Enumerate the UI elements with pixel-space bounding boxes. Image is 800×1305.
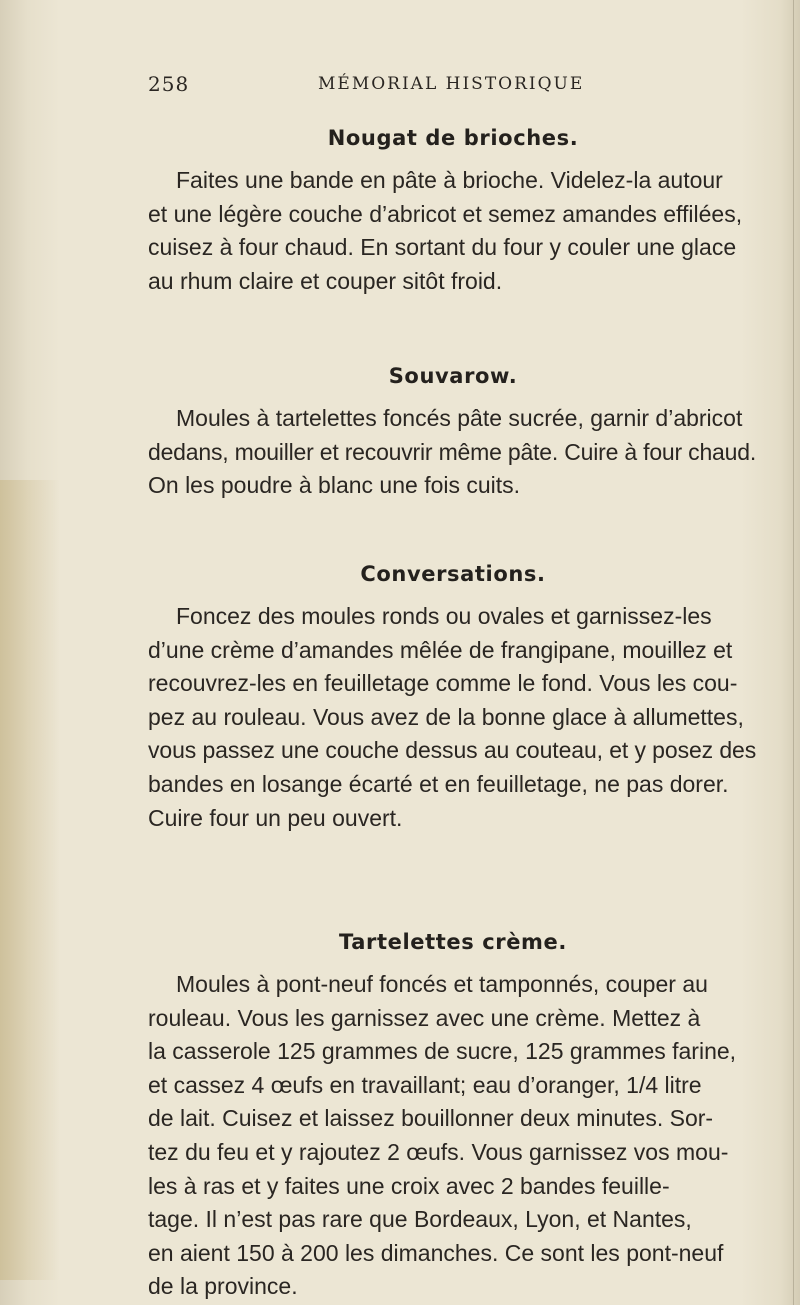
recipe-conversations <box>148 562 758 835</box>
text-line: Moules à tartelettes foncés pâte sucrée, garnir d’abricot <box>176 405 743 431</box>
page-number: 258 <box>148 72 190 96</box>
recipe-text <box>148 968 758 1304</box>
text-line: de lait. Cuisez et laissez bouillonner deux minutes. Sor- <box>148 1105 714 1132</box>
running-head: MÉMORIAL HISTORIQUE <box>318 74 585 94</box>
recipe-tartelettes-creme <box>148 930 758 1304</box>
text-line: et une légère couche d’abricot et semez amandes effilées, <box>148 200 743 227</box>
text-line: au rhum claire et couper sitôt froid. <box>148 267 503 294</box>
section-title: Souvarow. <box>388 364 518 388</box>
recipe-nougat-de-brioches <box>148 126 758 298</box>
text-line: tage. Il n’est pas rare que Bordeaux, Lyon, et Nantes, <box>148 1206 692 1233</box>
recipe-text <box>148 600 758 835</box>
text-line: vous passez une couche dessus au couteau, et y posez des <box>148 737 757 764</box>
page-edge-line <box>793 0 794 1305</box>
text-line: et cassez 4 œufs en travaillant; eau d’oranger, 1/4 litre <box>148 1071 702 1098</box>
recipe-text <box>148 402 758 503</box>
text-line: pez au rouleau. Vous avez de la bonne glace à allumettes, <box>148 703 744 730</box>
page-header <box>148 72 748 102</box>
section-title: Tartelettes crème. <box>339 930 567 954</box>
text-line: d’une crème d’amandes mêlée de frangipane, mouillez et <box>148 636 733 663</box>
text-line: en aient 150 à 200 les dimanches. Ce sont les pont-neuf <box>148 1239 724 1266</box>
text-line: dedans, mouiller et recouvrir même pâte. Cuire à four chaud. <box>148 438 757 465</box>
recipe-souvarow <box>148 364 758 503</box>
text-line: les à ras et y faites une croix avec 2 bandes feuille- <box>148 1172 670 1199</box>
text-line: de la province. <box>148 1273 298 1300</box>
text-line: bandes en losange écarté et en feuilletage, ne pas dorer. <box>148 770 729 797</box>
text-line: la casserole 125 grammes de sucre, 125 grammes farine, <box>148 1038 737 1065</box>
text-line: cuisez à four chaud. En sortant du four y couler une glace <box>148 234 737 261</box>
text-line: Faites une bande en pâte à brioche. Videlez-la autour <box>176 167 723 193</box>
page-edge-stain <box>0 480 60 1280</box>
text-line: Moules à pont-neuf foncés et tamponnés, couper au <box>176 971 708 997</box>
section-title: Nougat de brioches. <box>327 126 579 150</box>
recipe-text <box>148 164 758 298</box>
text-line: tez du feu et y rajoutez 2 œufs. Vous garnissez vos mou- <box>148 1138 729 1165</box>
text-line: recouvrez-les en feuilletage comme le fond. Vous les cou- <box>148 670 738 697</box>
section-title: Conversations. <box>360 562 546 586</box>
text-line: rouleau. Vous les garnissez avec une crème. Mettez à <box>148 1004 701 1031</box>
text-line: On les poudre à blanc une fois cuits. <box>148 472 521 499</box>
text-line: Cuire four un peu ouvert. <box>148 804 403 831</box>
text-line: Foncez des moules ronds ou ovales et garnissez-les <box>176 603 712 629</box>
